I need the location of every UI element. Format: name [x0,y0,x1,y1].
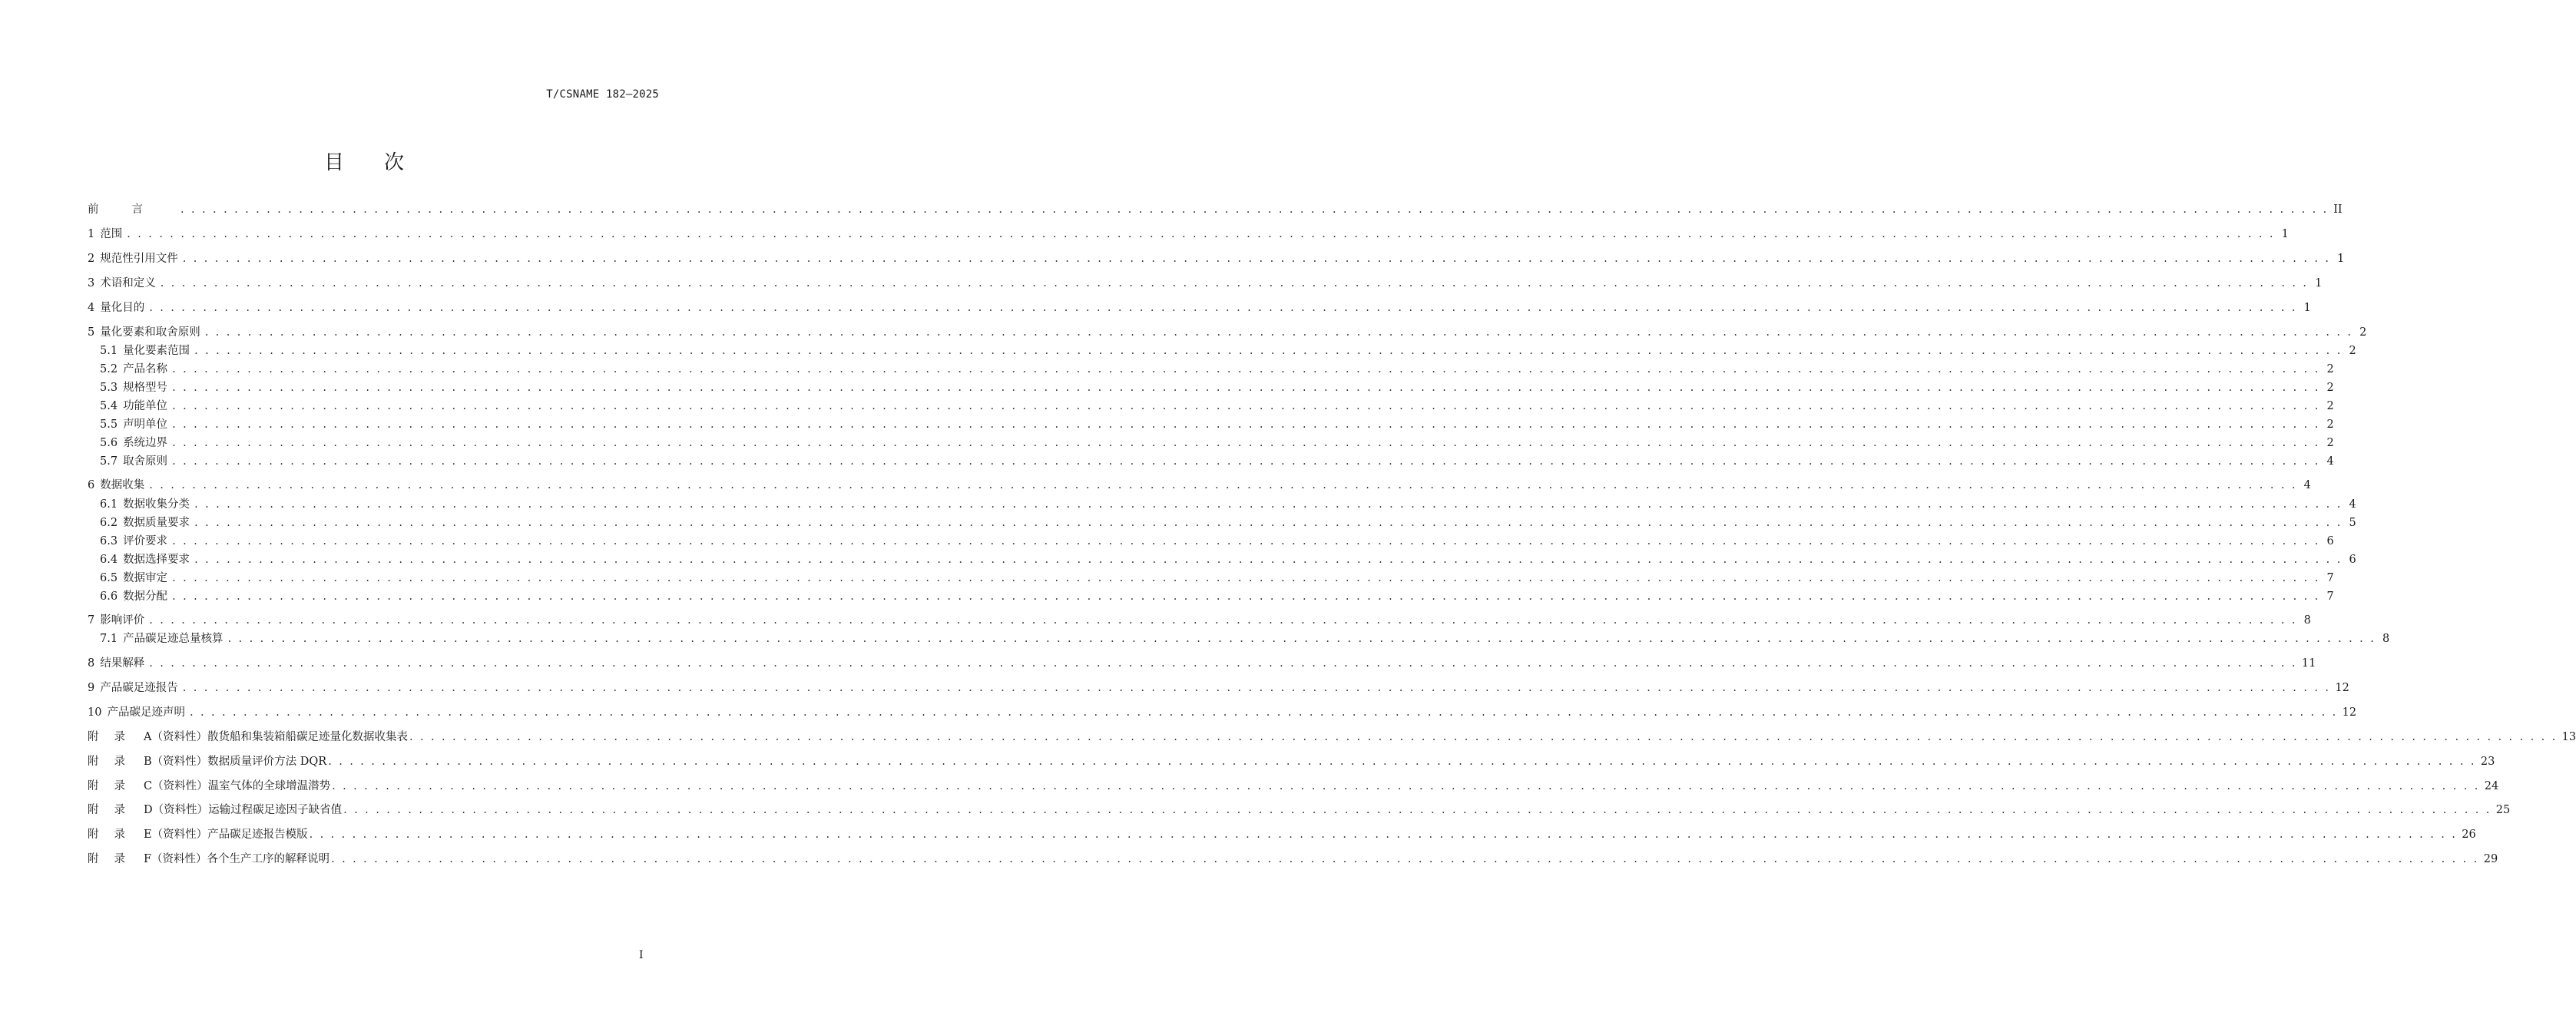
toc-entry-label: 数据分配 [123,590,168,603]
dot-leader: . . . . . . . . . . . . . . . . . . . . . . . . . . . . . . . . . . . . . . . . . . . . . . . . . . . . . . . . . . . . . . . . . . . . . . . . . . . . . . . . . . . . . . . . . . . . . . . . . . . . . . . . . . . . . . . . . . . . . . . . . . . . . . . . . . . . . . . . . . . . . . . . . . . . . . . . . . . . . . . . . . . . . . . . . . . . . . . . . . . . . . . . . . . . . . . . . . . . . . . . [309,829,2458,841]
appendix-prefix: 附录 [88,756,141,768]
toc-appendix-entry[interactable] [88,753,2495,770]
toc-entry-page: 4 [2303,479,2311,491]
appendix-type: （资料性） [151,756,208,768]
toc-entry-label: 术语和定义 [100,277,156,289]
appendix-type: （资料性） [151,731,207,743]
toc-entry[interactable] [88,655,2316,672]
toc-entry-page: 12 [2342,706,2357,719]
toc-entry-label: 数据收集分类 [123,498,190,511]
toc-entry[interactable] [88,250,2345,267]
toc-entry-page: 7 [2326,590,2334,603]
toc-entry-label: 规范性引用文件 [100,253,178,265]
appendix-prefix: 附录 [88,731,141,743]
appendix-prefix: 附录 [88,853,141,865]
toc-entry-page: 8 [2303,614,2311,627]
toc-appendix-entry[interactable] [88,729,2576,746]
appendix-prefix: 附录 [88,804,141,816]
toc-title-right: 次 [384,151,406,174]
toc-entry-label: 结果解释 [100,657,145,670]
toc-entry-number: 8 [88,657,95,670]
dot-leader: . . . . . . . . . . . . . . . . . . . . . . . . . . . . . . . . . . . . . . . . . . . . . . . . . . . . . . . . . . . . . . . . . . . . . . . . . . . . . . . . . . . . . . . . . . . . . . . . . . . . . . . . . . . . . . . . . . . . . . . . . . . . . . . . . . . . . . . . . . . . . . . . . . . . . . . . . . . . . . . . . . . . . . . . . . . . . . . . . . . . . . . . . . . . . . . . . . . . . . . . [189,706,2338,719]
dot-leader: . . . . . . . . . . . . . . . . . . . . . . . . . . . . . . . . . . . . . . . . . . . . . . . . . . . . . . . . . . . . . . . . . . . . . . . . . . . . . . . . . . . . . . . . . . . . . . . . . . . . . . . . . . . . . . . . . . . . . . . . . . . . . . . . . . . . . . . . . . . . . . . . . . . . . . . . . . . . . . . . . . . . . . . . . . . . . . . . . . . . . . . . . . . . . . . . . . . . . . . . [172,400,2320,412]
toc-entry-page: 8 [2382,633,2390,645]
toc-appendix-entry[interactable] [88,851,2498,868]
toc-entry-page: 1 [2315,277,2323,289]
appendix-prefix: 附录 [88,829,141,841]
toc-entry-page: 2 [2326,363,2334,375]
appendix-letter: D [144,804,153,816]
toc-entry-label: 数据质量要求 [123,517,190,529]
toc-entry-label: 声明单位 [123,418,168,431]
toc-entry-number: 10 [88,706,102,719]
toc-entry-number: 2 [88,253,95,265]
dot-leader: . . . . . . . . . . . . . . . . . . . . . . . . . . . . . . . . . . . . . . . . . . . . . . . . . . . . . . . . . . . . . . . . . . . . . . . . . . . . . . . . . . . . . . . . . . . . . . . . . . . . . . . . . . . . . . . . . . . . . . . . . . . . . . . . . . . . . . . . . . . . . . . . . . . . . . . . . . . . . . . . . . . . . . . . . . . . . . . . . . . . . . . . . . . . . . . . . . . . . . . . [127,228,2275,240]
appendix-page: 25 [2495,804,2511,816]
appendix-prefix: 附录 [88,780,141,792]
toc-entry-page: II [2333,203,2343,216]
toc-entry-number: 5.5 [100,418,118,431]
toc-entry-number: 1 [88,228,95,240]
dot-leader: . . . . . . . . . . . . . . . . . . . . . . . . . . . . . . . . . . . . . . . . . . . . . . . . . . . . . . . . . . . . . . . . . . . . . . . . . . . . . . . . . . . . . . . . . . . . . . . . . . . . . . . . . . . . . . . . . . . . . . . . . . . . . . . . . . . . . . . . . . . . . . . . . . . . . . . . . . . . . . . . . . . . . . . . . . . . . . . . . . . . . . . . . . . . . . . . . . . . . . . . [227,633,2376,645]
toc-entry-label: 系统边界 [123,437,168,449]
appendix-type: （资料性） [151,853,207,865]
dot-leader: . . . . . . . . . . . . . . . . . . . . . . . . . . . . . . . . . . . . . . . . . . . . . . . . . . . . . . . . . . . . . . . . . . . . . . . . . . . . . . . . . . . . . . . . . . . . . . . . . . . . . . . . . . . . . . . . . . . . . . . . . . . . . . . . . . . . . . . . . . . . . . . . . . . . . . . . . . . . . . . . . . . . . . . . . . . . . . . . . . . . . . . . . . . . . . . . . . . . . . . . [172,590,2320,603]
toc-entry-number: 5.6 [100,437,118,449]
toc-entry[interactable] [100,496,2356,513]
toc-entry[interactable] [100,533,2334,550]
toc-entry-number: 6.3 [100,535,118,547]
toc-entry-number: 7 [88,614,95,627]
dot-leader: . . . . . . . . . . . . . . . . . . . . . . . . . . . . . . . . . . . . . . . . . . . . . . . . . . . . . . . . . . . . . . . . . . . . . . . . . . . . . . . . . . . . . . . . . . . . . . . . . . . . . . . . . . . . . . . . . . . . . . . . . . . . . . . . . . . . . . . . . . . . . . . . . . . . . . . . . . . . . . . . . . . . . . . . . . . . . . . . . . . . . . . . . . . . . . . . . . . . . . . . [172,363,2320,375]
appendix-page: 23 [2480,756,2495,768]
dot-leader: . . . . . . . . . . . . . . . . . . . . . . . . . . . . . . . . . . . . . . . . . . . . . . . . . . . . . . . . . . . . . . . . . . . . . . . . . . . . . . . . . . . . . . . . . . . . . . . . . . . . . . . . . . . . . . . . . . . . . . . . . . . . . . . . . . . . . . . . . . . . . . . . . . . . . . . . . . . . . . . . . . . . . . . . . . . . . . . . . . . . . . . . . . . . . . . . . . . . . . . . [182,253,2331,265]
appendix-page: 29 [2483,853,2498,865]
toc-entry-number: 5.1 [100,345,118,357]
toc-entry-label: 影响评价 [100,614,145,627]
toc-entry[interactable] [88,299,2311,316]
toc-entry[interactable] [100,435,2334,452]
toc-entry[interactable] [100,416,2334,433]
toc-entry[interactable] [100,379,2334,396]
toc-entry-number: 5 [88,326,95,339]
dot-leader: . . . . . . . . . . . . . . . . . . . . . . . . . . . . . . . . . . . . . . . . . . . . . . . . . . . . . . . . . . . . . . . . . . . . . . . . . . . . . . . . . . . . . . . . . . . . . . . . . . . . . . . . . . . . . . . . . . . . . . . . . . . . . . . . . . . . . . . . . . . . . . . . . . . . . . . . . . . . . . . . . . . . . . . . . . . . . . . . . . . . . . . . . . . . . . . . . . . . . . . . [182,682,2331,694]
toc-entry[interactable] [100,588,2334,605]
toc-entry-page: 2 [2326,382,2334,394]
toc-entry[interactable] [100,398,2334,415]
appendix-letter: C [144,780,153,792]
toc-entry-number: 7.1 [100,633,118,645]
toc-entry-page: 1 [2281,228,2289,240]
toc-entry-number: 6.4 [100,554,118,566]
toc-entry[interactable] [88,226,2289,243]
footer-page-number: I [639,949,644,961]
dot-leader: . . . . . . . . . . . . . . . . . . . . . . . . . . . . . . . . . . . . . . . . . . . . . . . . . . . . . . . . . . . . . . . . . . . . . . . . . . . . . . . . . . . . . . . . . . . . . . . . . . . . . . . . . . . . . . . . . . . . . . . . . . . . . . . . . . . . . . . . . . . . . . . . . . . . . . . . . . . . . . . . . . . . . . . . . . . . . . . . . . . . . . . . . . . . . . . . . . . . . . . . [149,479,2297,491]
toc-entry-page: 2 [2326,418,2334,431]
toc-entry-label: 量化目的 [100,302,145,314]
toc-entry[interactable] [100,570,2334,587]
toc-entry-label: 产品名称 [123,363,168,375]
toc-entry[interactable] [100,551,2356,568]
toc-entry-label: 评价要求 [123,535,168,547]
dot-leader: . . . . . . . . . . . . . . . . . . . . . . . . . . . . . . . . . . . . . . . . . . . . . . . . . . . . . . . . . . . . . . . . . . . . . . . . . . . . . . . . . . . . . . . . . . . . . . . . . . . . . . . . . . . . . . . . . . . . . . . . . . . . . . . . . . . . . . . . . . . . . . . . . . . . . . . . . . . . . . . . . . . . . . . . . . . . . . . . . . . . . . . . . . . . . . . . . . . . . . . . [172,418,2320,431]
appendix-title: 数据质量评价方法 DQR [207,756,327,768]
dot-leader: . . . . . . . . . . . . . . . . . . . . . . . . . . . . . . . . . . . . . . . . . . . . . . . . . . . . . . . . . . . . . . . . . . . . . . . . . . . . . . . . . . . . . . . . . . . . . . . . . . . . . . . . . . . . . . . . . . . . . . . . . . . . . . . . . . . . . . . . . . . . . . . . . . . . . . . . . . . . . . . . . . . . . . . . . . . . . . . . . . . . . . . . . . . . . . . . . . . . . . . . [331,853,2479,865]
toc-entry-label: 量化要素范围 [123,345,190,357]
dot-leader: . . . . . . . . . . . . . . . . . . . . . . . . . . . . . . . . . . . . . . . . . . . . . . . . . . . . . . . . . . . . . . . . . . . . . . . . . . . . . . . . . . . . . . . . . . . . . . . . . . . . . . . . . . . . . . . . . . . . . . . . . . . . . . . . . . . . . . . . . . . . . . . . . . . . . . . . . . . . . . . . . . . . . . . . . . . . . . . . . . . . . . . . . . . . . . . . . . . . . . . . [328,756,2476,768]
dot-leader: . . . . . . . . . . . . . . . . . . . . . . . . . . . . . . . . . . . . . . . . . . . . . . . . . . . . . . . . . . . . . . . . . . . . . . . . . . . . . . . . . . . . . . . . . . . . . . . . . . . . . . . . . . . . . . . . . . . . . . . . . . . . . . . . . . . . . . . . . . . . . . . . . . . . . . . . . . . . . . . . . . . . . . . . . . . . . . . . . . . . . . . . . . . . . . . . . . . . . . . . [149,614,2297,627]
toc-entry-label: 前言 [88,203,176,216]
toc-title [0,147,730,175]
toc-appendix-entry[interactable] [88,802,2511,819]
dot-leader: . . . . . . . . . . . . . . . . . . . . . . . . . . . . . . . . . . . . . . . . . . . . . . . . . . . . . . . . . . . . . . . . . . . . . . . . . . . . . . . . . . . . . . . . . . . . . . . . . . . . . . . . . . . . . . . . . . . . . . . . . . . . . . . . . . . . . . . . . . . . . . . . . . . . . . . . . . . . . . . . . . . . . . . . . . . . . . . . . . . . . . . . . . . . . . . . . . . . . . . . [180,203,2329,216]
toc-entry-number: 5.4 [100,400,118,412]
toc-entry-number: 4 [88,302,95,314]
toc-entry-page: 2 [2359,326,2367,339]
toc-entry-label: 数据审定 [123,572,168,584]
toc-entry-label: 产品碳足迹总量核算 [123,633,223,645]
dot-leader: . . . . . . . . . . . . . . . . . . . . . . . . . . . . . . . . . . . . . . . . . . . . . . . . . . . . . . . . . . . . . . . . . . . . . . . . . . . . . . . . . . . . . . . . . . . . . . . . . . . . . . . . . . . . . . . . . . . . . . . . . . . . . . . . . . . . . . . . . . . . . . . . . . . . . . . . . . . . . . . . . . . . . . . . . . . . . . . . . . . . . . . . . . . . . . . . . . . . . . . . [194,517,2343,529]
appendix-letter: B [144,756,152,768]
dot-leader: . . . . . . . . . . . . . . . . . . . . . . . . . . . . . . . . . . . . . . . . . . . . . . . . . . . . . . . . . . . . . . . . . . . . . . . . . . . . . . . . . . . . . . . . . . . . . . . . . . . . . . . . . . . . . . . . . . . . . . . . . . . . . . . . . . . . . . . . . . . . . . . . . . . . . . . . . . . . . . . . . . . . . . . . . . . . . . . . . . . . . . . . . . . . . . . . . . . . . . . . [343,804,2492,816]
toc-entry-number: 9 [88,682,95,694]
dot-leader: . . . . . . . . . . . . . . . . . . . . . . . . . . . . . . . . . . . . . . . . . . . . . . . . . . . . . . . . . . . . . . . . . . . . . . . . . . . . . . . . . . . . . . . . . . . . . . . . . . . . . . . . . . . . . . . . . . . . . . . . . . . . . . . . . . . . . . . . . . . . . . . . . . . . . . . . . . . . . . . . . . . . . . . . . . . . . . . . . . . . . . . . . . . . . . . . . . . . . . . . [172,572,2320,584]
appendix-page: 26 [2462,829,2476,841]
toc-entry-page: 4 [2326,455,2334,468]
dot-leader: . . . . . . . . . . . . . . . . . . . . . . . . . . . . . . . . . . . . . . . . . . . . . . . . . . . . . . . . . . . . . . . . . . . . . . . . . . . . . . . . . . . . . . . . . . . . . . . . . . . . . . . . . . . . . . . . . . . . . . . . . . . . . . . . . . . . . . . . . . . . . . . . . . . . . . . . . . . . . . . . . . . . . . . . . . . . . . . . . . . . . . . . . . . . . . . . . . . . . . . . [409,731,2558,743]
toc-entry[interactable] [88,704,2357,721]
toc-entry-number: 6.6 [100,590,118,603]
toc-title-left: 目 [323,151,346,174]
toc-appendix-entry[interactable] [88,778,2499,795]
appendix-letter: E [144,829,152,841]
toc-entry-page: 6 [2349,554,2356,566]
dot-leader: . . . . . . . . . . . . . . . . . . . . . . . . . . . . . . . . . . . . . . . . . . . . . . . . . . . . . . . . . . . . . . . . . . . . . . . . . . . . . . . . . . . . . . . . . . . . . . . . . . . . . . . . . . . . . . . . . . . . . . . . . . . . . . . . . . . . . . . . . . . . . . . . . . . . . . . . . . . . . . . . . . . . . . . . . . . . . . . . . . . . . . . . . . . . . . . . . . . . . . . . [149,302,2297,314]
toc-entry-label: 数据收集 [100,479,145,491]
toc-entry-label: 规格型号 [123,382,168,394]
toc-entry-page: 7 [2326,572,2334,584]
toc-entry-label: 取舍原则 [123,455,168,468]
toc-entry[interactable] [88,275,2323,292]
dot-leader: . . . . . . . . . . . . . . . . . . . . . . . . . . . . . . . . . . . . . . . . . . . . . . . . . . . . . . . . . . . . . . . . . . . . . . . . . . . . . . . . . . . . . . . . . . . . . . . . . . . . . . . . . . . . . . . . . . . . . . . . . . . . . . . . . . . . . . . . . . . . . . . . . . . . . . . . . . . . . . . . . . . . . . . . . . . . . . . . . . . . . . . . . . . . . . . . . . . . . . . . [194,554,2343,566]
dot-leader: . . . . . . . . . . . . . . . . . . . . . . . . . . . . . . . . . . . . . . . . . . . . . . . . . . . . . . . . . . . . . . . . . . . . . . . . . . . . . . . . . . . . . . . . . . . . . . . . . . . . . . . . . . . . . . . . . . . . . . . . . . . . . . . . . . . . . . . . . . . . . . . . . . . . . . . . . . . . . . . . . . . . . . . . . . . . . . . . . . . . . . . . . . . . . . . . . . . . . . . . [194,345,2343,357]
dot-leader: . . . . . . . . . . . . . . . . . . . . . . . . . . . . . . . . . . . . . . . . . . . . . . . . . . . . . . . . . . . . . . . . . . . . . . . . . . . . . . . . . . . . . . . . . . . . . . . . . . . . . . . . . . . . . . . . . . . . . . . . . . . . . . . . . . . . . . . . . . . . . . . . . . . . . . . . . . . . . . . . . . . . . . . . . . . . . . . . . . . . . . . . . . . . . . . . . . . . . . . . [172,535,2320,547]
toc-entry[interactable] [100,630,2390,647]
toc-entry-label: 数据选择要求 [123,554,190,566]
toc-entry-page: 2 [2326,400,2334,412]
toc-entry[interactable] [100,361,2334,378]
toc-entry[interactable] [100,453,2334,470]
appendix-title: 运输过程碳足迹因子缺省值 [208,804,343,816]
appendix-page: 13 [2561,731,2576,743]
appendix-title: 产品碳足迹报告模版 [207,829,308,841]
toc-entry[interactable] [100,342,2356,359]
toc-entry-page: 2 [2349,345,2356,357]
standard-code: T/CSNAME 182—2025 [546,88,659,101]
dot-leader: . . . . . . . . . . . . . . . . . . . . . . . . . . . . . . . . . . . . . . . . . . . . . . . . . . . . . . . . . . . . . . . . . . . . . . . . . . . . . . . . . . . . . . . . . . . . . . . . . . . . . . . . . . . . . . . . . . . . . . . . . . . . . . . . . . . . . . . . . . . . . . . . . . . . . . . . . . . . . . . . . . . . . . . . . . . . . . . . . . . . . . . . . . . . . . . . . . . . . . . . [172,455,2320,468]
toc-entry[interactable] [88,201,2343,218]
toc-entry-number: 5.3 [100,382,118,394]
appendix-type: （资料性） [152,804,209,816]
dot-leader: . . . . . . . . . . . . . . . . . . . . . . . . . . . . . . . . . . . . . . . . . . . . . . . . . . . . . . . . . . . . . . . . . . . . . . . . . . . . . . . . . . . . . . . . . . . . . . . . . . . . . . . . . . . . . . . . . . . . . . . . . . . . . . . . . . . . . . . . . . . . . . . . . . . . . . . . . . . . . . . . . . . . . . . . . . . . . . . . . . . . . . . . . . . . . . . . . . . . . . . . [332,780,2480,792]
toc-entry-page: 6 [2326,535,2334,547]
toc-entry-number: 3 [88,277,95,289]
dot-leader: . . . . . . . . . . . . . . . . . . . . . . . . . . . . . . . . . . . . . . . . . . . . . . . . . . . . . . . . . . . . . . . . . . . . . . . . . . . . . . . . . . . . . . . . . . . . . . . . . . . . . . . . . . . . . . . . . . . . . . . . . . . . . . . . . . . . . . . . . . . . . . . . . . . . . . . . . . . . . . . . . . . . . . . . . . . . . . . . . . . . . . . . . . . . . . . . . . . . . . . . [194,498,2343,511]
toc-entry-label: 范围 [100,228,123,240]
appendix-letter: A [144,731,152,743]
dot-leader: . . . . . . . . . . . . . . . . . . . . . . . . . . . . . . . . . . . . . . . . . . . . . . . . . . . . . . . . . . . . . . . . . . . . . . . . . . . . . . . . . . . . . . . . . . . . . . . . . . . . . . . . . . . . . . . . . . . . . . . . . . . . . . . . . . . . . . . . . . . . . . . . . . . . . . . . . . . . . . . . . . . . . . . . . . . . . . . . . . . . . . . . . . . . . . . . . . . . . . . . [172,437,2320,449]
appendix-title: 各个生产工序的解释说明 [207,853,330,865]
toc-entry[interactable] [88,680,2349,696]
toc-entry-page: 11 [2301,657,2316,670]
toc-entry[interactable] [88,477,2311,494]
appendix-type: （资料性） [152,780,208,792]
toc-entry[interactable] [88,324,2367,341]
dot-leader: . . . . . . . . . . . . . . . . . . . . . . . . . . . . . . . . . . . . . . . . . . . . . . . . . . . . . . . . . . . . . . . . . . . . . . . . . . . . . . . . . . . . . . . . . . . . . . . . . . . . . . . . . . . . . . . . . . . . . . . . . . . . . . . . . . . . . . . . . . . . . . . . . . . . . . . . . . . . . . . . . . . . . . . . . . . . . . . . . . . . . . . . . . . . . . . . . . . . . . . . [160,277,2309,289]
toc-entry-number: 6.2 [100,517,118,529]
appendix-title: 散货船和集装箱船碳足迹量化数据收集表 [207,731,408,743]
appendix-letter: F [144,853,152,865]
dot-leader: . . . . . . . . . . . . . . . . . . . . . . . . . . . . . . . . . . . . . . . . . . . . . . . . . . . . . . . . . . . . . . . . . . . . . . . . . . . . . . . . . . . . . . . . . . . . . . . . . . . . . . . . . . . . . . . . . . . . . . . . . . . . . . . . . . . . . . . . . . . . . . . . . . . . . . . . . . . . . . . . . . . . . . . . . . . . . . . . . . . . . . . . . . . . . . . . . . . . . . . . [172,382,2320,394]
toc-entry-label: 产品碳足迹声明 [107,706,185,719]
toc-entry-number: 5.2 [100,363,118,375]
dot-leader: . . . . . . . . . . . . . . . . . . . . . . . . . . . . . . . . . . . . . . . . . . . . . . . . . . . . . . . . . . . . . . . . . . . . . . . . . . . . . . . . . . . . . . . . . . . . . . . . . . . . . . . . . . . . . . . . . . . . . . . . . . . . . . . . . . . . . . . . . . . . . . . . . . . . . . . . . . . . . . . . . . . . . . . . . . . . . . . . . . . . . . . . . . . . . . . . . . . . . . . . [204,326,2353,339]
appendix-type: （资料性） [151,829,208,841]
toc-entry-number: 6.5 [100,572,118,584]
toc-entry[interactable] [88,612,2311,629]
toc-entry-label: 产品碳足迹报告 [100,682,178,694]
toc-entry-page: 5 [2349,517,2356,529]
toc-entry-page: 1 [2337,253,2345,265]
toc-entry-page: 4 [2349,498,2356,511]
toc-entry-label: 功能单位 [123,400,168,412]
appendix-page: 24 [2484,780,2499,792]
appendix-title: 温室气体的全球增温潜势 [207,780,331,792]
toc-entry-page: 12 [2335,682,2349,694]
toc-entry-number: 5.7 [100,455,118,468]
toc-entry-page: 1 [2303,302,2311,314]
toc-appendix-entry[interactable] [88,826,2476,843]
toc-entry[interactable] [100,514,2356,531]
toc-entry-number: 6.1 [100,498,118,511]
toc-entry-page: 2 [2326,437,2334,449]
toc-entry-number: 6 [88,479,95,491]
toc-entry-label: 量化要素和取舍原则 [100,326,200,339]
dot-leader: . . . . . . . . . . . . . . . . . . . . . . . . . . . . . . . . . . . . . . . . . . . . . . . . . . . . . . . . . . . . . . . . . . . . . . . . . . . . . . . . . . . . . . . . . . . . . . . . . . . . . . . . . . . . . . . . . . . . . . . . . . . . . . . . . . . . . . . . . . . . . . . . . . . . . . . . . . . . . . . . . . . . . . . . . . . . . . . . . . . . . . . . . . . . . . . . . . . . . . . . [149,657,2297,670]
